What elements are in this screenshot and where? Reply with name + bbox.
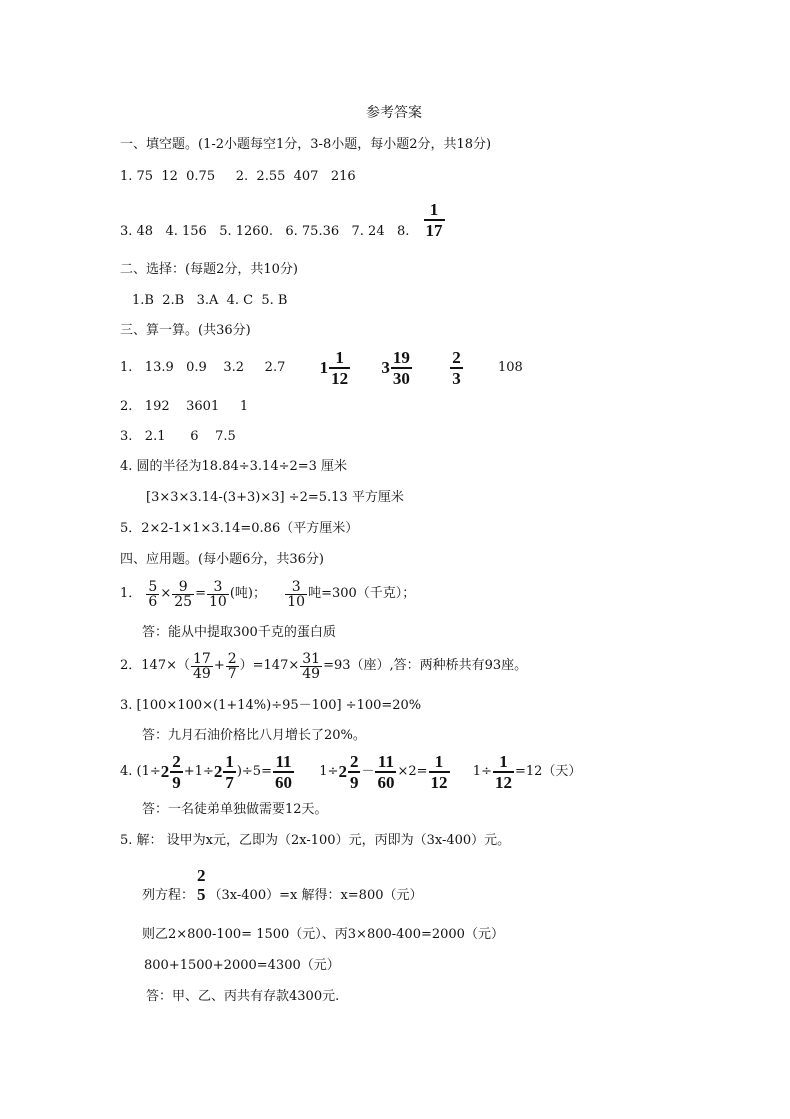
- question-5: 5. 解： 设甲为x元，乙即为（2x-100）元，丙即为（3x-400）元。: [120, 833, 511, 848]
- answer-3: 答：九月石油价格比八月增长了20%。: [142, 728, 366, 743]
- numerator: 11: [273, 752, 294, 773]
- denominator: 17: [425, 221, 443, 240]
- numerator: 2: [349, 752, 359, 771]
- denominator: 5: [197, 885, 206, 904]
- denominator: 7: [225, 773, 234, 792]
- section-2-heading: 二、选择：(每题2分，共10分): [120, 262, 298, 277]
- section-3-line-2: 2. 192 3601 1: [120, 399, 249, 414]
- section-1-line-2: [120, 200, 446, 240]
- mixed-whole: 2: [338, 762, 347, 781]
- section-3-line-5: 5．2×2-1×1×3.14=0.86（平方厘米）: [120, 521, 359, 536]
- denominator: 10: [287, 593, 306, 610]
- fraction-1-12: [329, 348, 350, 388]
- plus-sign: +: [213, 658, 225, 673]
- question-4-mid-3: ×2=: [397, 764, 428, 779]
- section-3-line-3: 3. 2.1 6 7.5: [120, 429, 236, 444]
- section-1-heading: 一、填空题。(1-2小题每空1分，3-8小题，每小题2分，共18分): [120, 137, 492, 152]
- denominator: 10: [208, 593, 227, 610]
- numerator: 5: [148, 578, 158, 595]
- question-2-mid: ）=147×: [239, 658, 300, 673]
- numerator: 2: [452, 348, 461, 367]
- page-title: 参考答案: [366, 105, 422, 121]
- numerator: 1: [225, 752, 234, 771]
- numerator: 2: [172, 752, 181, 771]
- question-1: [120, 576, 415, 613]
- numerator: 11: [375, 752, 396, 773]
- question-4-mid-1: +1÷: [183, 764, 214, 779]
- numerator: 2: [197, 866, 206, 885]
- section-2-line-1: 1.B 2.B 3.A 4. C 5. B: [132, 293, 288, 308]
- numerator: 1: [429, 752, 450, 773]
- question-4-end: =12（天）: [514, 764, 582, 779]
- question-5-equation-label: 列方程：: [142, 888, 195, 903]
- fraction-1-12: [429, 752, 450, 792]
- question-4-mid-2: )÷5=: [236, 764, 272, 779]
- question-5-equation: [142, 866, 423, 907]
- question-4-b-start: 1÷: [319, 764, 339, 779]
- denominator: 9: [349, 773, 359, 792]
- section-4-heading: 四、应用题。(每小题6分，共36分): [120, 552, 324, 567]
- question-5-line-3: 则乙2×800-100= 1500（元）、丙3×800-400=2000（元）: [142, 927, 504, 942]
- section-1-line-2-text: 3. 48 4. 156 5. 1260. 6. 75.36 7. 24 8.: [120, 224, 410, 239]
- fraction-2-9: [170, 752, 183, 792]
- fraction-2-3: [450, 348, 463, 388]
- denominator: 3: [452, 369, 461, 388]
- equals-sign: =: [195, 586, 206, 601]
- question-5-equation-rest: （3x-400）=x 解得：x=800（元）: [208, 888, 423, 903]
- section-1-line-1: 1. 75 12 0.75 2. 2.55 407 216: [120, 169, 356, 184]
- denominator: 49: [302, 665, 321, 682]
- numerator: 1: [329, 348, 350, 369]
- answer-1: 答：能从中提取300千克的蛋白质: [142, 625, 336, 640]
- fraction-17-49: [191, 652, 213, 681]
- denominator: 60: [274, 773, 292, 792]
- fraction-11-60: [375, 752, 396, 792]
- fraction-5-6: [146, 580, 159, 609]
- denominator: 12: [430, 773, 448, 792]
- denominator: 12: [331, 369, 349, 388]
- question-1-mid: (吨)；: [229, 586, 266, 601]
- times-sign: ×: [160, 586, 172, 601]
- fraction-1-7: [223, 752, 236, 792]
- question-4-start: 4. (1÷: [120, 764, 161, 779]
- numerator: 17: [192, 650, 211, 667]
- numerator: 31: [302, 650, 321, 667]
- section-3-line-1-end: 108: [497, 360, 523, 375]
- fraction-1-17: [424, 200, 445, 240]
- fraction-2-7: [226, 652, 239, 681]
- question-4-c-start: 1÷: [472, 764, 492, 779]
- fraction-3-10: [207, 580, 229, 609]
- fraction-2-9: [348, 752, 361, 792]
- denominator: 7: [227, 665, 237, 682]
- answer-5: 答：甲、乙、丙共有存款4300元.: [146, 989, 340, 1004]
- answer-4: 答：一名徒弟单独做需要12天。: [142, 802, 328, 817]
- section-3-line-1-text: 1. 13.9 0.9 3.2 2.7: [120, 360, 286, 375]
- question-2-start: 2．147×（: [120, 658, 190, 673]
- numerator: 9: [172, 580, 194, 595]
- section-3-line-1: [120, 348, 523, 389]
- question-1-end: 吨=300（千克）；: [308, 586, 416, 601]
- denominator: 9: [172, 773, 181, 792]
- minus-sign: －: [361, 764, 375, 779]
- numerator: 1: [424, 200, 445, 221]
- denominator: 30: [392, 369, 410, 388]
- fraction-11-60: [273, 752, 294, 792]
- denominator: 49: [192, 665, 211, 682]
- question-2: [120, 648, 527, 685]
- question-5-line-4: 800+1500+2000=4300（元）: [144, 958, 340, 973]
- section-3-line-4b: [3×3×3.14-(3+3)×3] ÷2=5.13 平方厘米: [146, 490, 404, 505]
- fraction-31-49: [300, 652, 322, 681]
- numerator: 3: [207, 580, 229, 595]
- denominator: 60: [377, 773, 395, 792]
- mixed-whole: 3: [381, 358, 390, 377]
- section-3-line-4: 4. 圆的半径为18.84÷3.14÷2=3 厘米: [120, 459, 348, 474]
- fraction-19-30: [391, 348, 412, 388]
- mixed-whole: 1: [319, 358, 329, 377]
- numerator: 19: [392, 348, 410, 367]
- numerator: 2: [227, 650, 237, 667]
- question-1-number: 1．: [120, 586, 142, 601]
- fraction-2-5: [195, 866, 208, 904]
- fraction-3-10: [285, 580, 307, 609]
- fraction-1-12: [493, 752, 514, 792]
- fraction-9-25: [172, 580, 194, 609]
- numerator: 3: [285, 580, 307, 595]
- section-3-heading: 三、算一算。(共36分): [120, 323, 251, 338]
- question-3: 3. [100×100×(1+14%)÷95－100] ÷100=20%: [120, 698, 422, 713]
- denominator: 25: [174, 593, 193, 610]
- question-4: [120, 752, 581, 793]
- mixed-whole: 2: [160, 762, 170, 781]
- numerator: 1: [493, 752, 514, 773]
- question-2-end: =93（座）,答：两种桥共有93座。: [323, 658, 528, 673]
- mixed-whole: 2: [213, 762, 223, 781]
- denominator: 6: [148, 593, 158, 610]
- denominator: 12: [494, 773, 512, 792]
